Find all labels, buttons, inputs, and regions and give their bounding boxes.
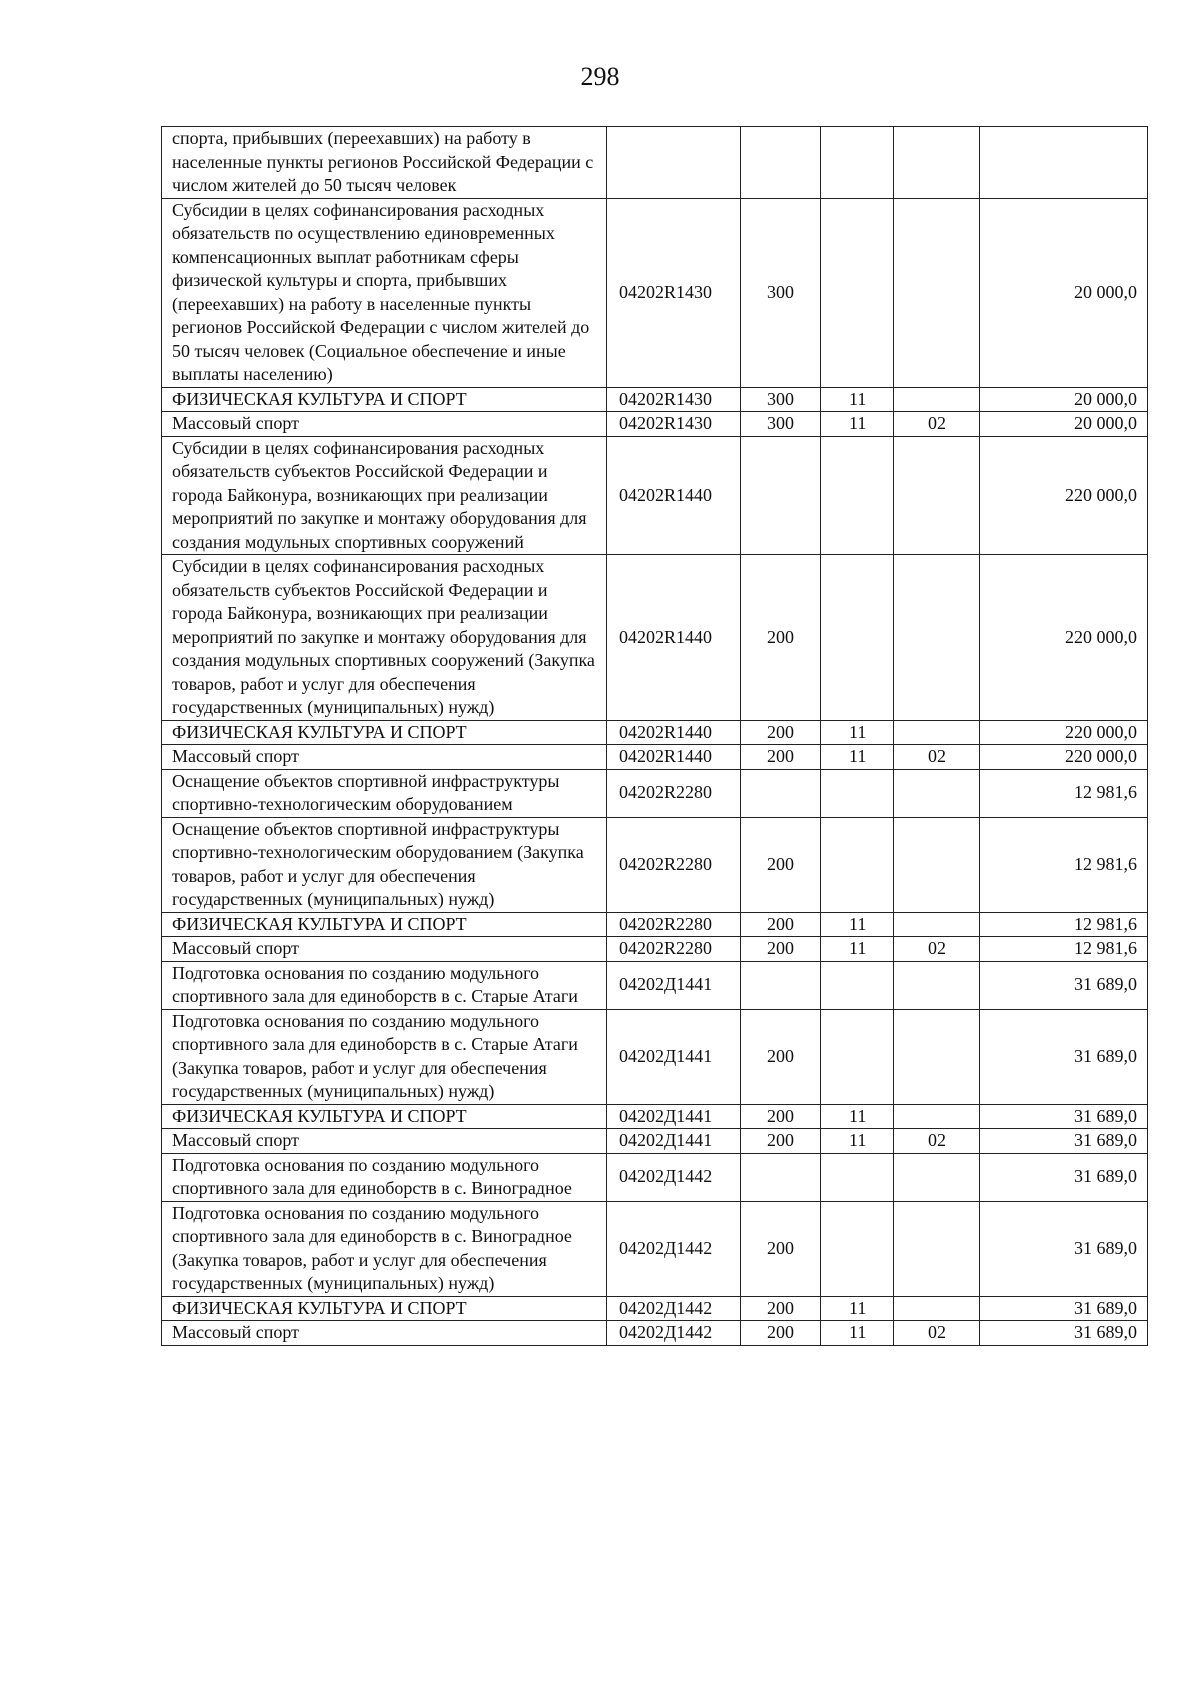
row-subsection-cell (894, 387, 980, 412)
table-row (162, 127, 1148, 199)
row-subsection-cell: 02 (894, 412, 980, 437)
row-code-cell: 04202Д1441 (607, 961, 741, 1009)
row-subsection-cell (894, 1153, 980, 1201)
row-amount-cell: 220 000,0 (980, 745, 1148, 770)
row-amount-cell: 220 000,0 (980, 555, 1148, 721)
row-type-cell: 200 (741, 1104, 821, 1129)
row-name-cell: спорта, прибывших (переехавших) на работу в населенные пункты регионов Российской Федерации с числом жителей до 50 тысяч человек (162, 127, 607, 199)
row-section-cell: 11 (821, 1129, 894, 1154)
row-name-cell: Массовый спорт (162, 937, 607, 962)
row-subsection-cell (894, 1296, 980, 1321)
row-code-cell: 04202R1430 (607, 412, 741, 437)
row-section-cell (821, 436, 894, 555)
table-row (162, 769, 1148, 817)
table-row (162, 436, 1148, 555)
row-amount-cell: 12 981,6 (980, 937, 1148, 962)
row-amount-cell: 31 689,0 (980, 1201, 1148, 1296)
table-row (162, 412, 1148, 437)
table-row (162, 555, 1148, 721)
row-subsection-cell: 02 (894, 1129, 980, 1154)
row-subsection-cell (894, 198, 980, 387)
row-amount-cell: 31 689,0 (980, 1129, 1148, 1154)
table-row (162, 912, 1148, 937)
table-row (162, 937, 1148, 962)
row-code-cell: 04202R1440 (607, 745, 741, 770)
row-type-cell: 200 (741, 1129, 821, 1154)
row-amount-cell: 220 000,0 (980, 436, 1148, 555)
row-code-cell: 04202Д1441 (607, 1009, 741, 1104)
row-amount-cell: 20 000,0 (980, 198, 1148, 387)
row-name-cell: ФИЗИЧЕСКАЯ КУЛЬТУРА И СПОРТ (162, 387, 607, 412)
row-name-cell: Подготовка основания по созданию модульного спортивного зала для единоборств в с. Старые Атаги (Закупка товаров, работ и услуг для обеспечения государственных (муниципальных) нужд) (162, 1009, 607, 1104)
table-row (162, 961, 1148, 1009)
row-amount-cell: 20 000,0 (980, 387, 1148, 412)
row-subsection-cell (894, 912, 980, 937)
row-code-cell: 04202R1440 (607, 555, 741, 721)
row-type-cell (741, 961, 821, 1009)
row-type-cell: 200 (741, 1009, 821, 1104)
row-name-cell: Подготовка основания по созданию модульного спортивного зала для единоборств в с. Виноградное (162, 1153, 607, 1201)
row-name-cell: Субсидии в целях софинансирования расходных обязательств субъектов Российской Федерации и города Байконура, возникающих при реализации мероприятий по закупке и монтажу оборудования для создания модульных спортивных сооружений (162, 436, 607, 555)
row-subsection-cell (894, 1201, 980, 1296)
row-code-cell: 04202R1440 (607, 436, 741, 555)
row-name-cell: Подготовка основания по созданию модульного спортивного зала для единоборств в с. Старые Атаги (162, 961, 607, 1009)
row-type-cell: 200 (741, 720, 821, 745)
row-name-cell: Массовый спорт (162, 412, 607, 437)
row-name-cell: Оснащение объектов спортивной инфраструктуры спортивно-технологическим оборудованием (162, 769, 607, 817)
row-code-cell: 04202Д1442 (607, 1321, 741, 1346)
row-amount-cell: 12 981,6 (980, 817, 1148, 912)
row-section-cell: 11 (821, 1104, 894, 1129)
row-section-cell (821, 127, 894, 199)
table-row (162, 387, 1148, 412)
row-amount-cell: 12 981,6 (980, 912, 1148, 937)
row-subsection-cell: 02 (894, 745, 980, 770)
row-name-cell: Массовый спорт (162, 1129, 607, 1154)
row-type-cell: 300 (741, 412, 821, 437)
budget-table (161, 126, 1148, 1346)
row-type-cell: 200 (741, 555, 821, 721)
row-code-cell: 04202R1430 (607, 387, 741, 412)
row-type-cell: 200 (741, 745, 821, 770)
row-subsection-cell (894, 127, 980, 199)
row-type-cell (741, 436, 821, 555)
table-row (162, 817, 1148, 912)
table-row (162, 1104, 1148, 1129)
row-amount-cell: 31 689,0 (980, 1321, 1148, 1346)
row-name-cell: ФИЗИЧЕСКАЯ КУЛЬТУРА И СПОРТ (162, 1296, 607, 1321)
row-type-cell (741, 769, 821, 817)
row-type-cell: 300 (741, 198, 821, 387)
row-subsection-cell (894, 555, 980, 721)
row-amount-cell: 31 689,0 (980, 1153, 1148, 1201)
row-amount-cell: 12 981,6 (980, 769, 1148, 817)
table-row (162, 745, 1148, 770)
row-type-cell: 200 (741, 1201, 821, 1296)
table-row (162, 1129, 1148, 1154)
row-section-cell: 11 (821, 720, 894, 745)
row-type-cell: 200 (741, 937, 821, 962)
row-name-cell: Субсидии в целях софинансирования расходных обязательств по осуществлению единовременных компенсационных выплат работникам сферы физической культуры и спорта, прибывших (переехавших) на работу в населенные пункты регионов Российской Федерации с числом жителей до 50 тысяч человек (Социальное обеспечение и иные выплаты населению) (162, 198, 607, 387)
row-name-cell: ФИЗИЧЕСКАЯ КУЛЬТУРА И СПОРТ (162, 912, 607, 937)
row-type-cell: 200 (741, 912, 821, 937)
row-subsection-cell (894, 817, 980, 912)
row-name-cell: Оснащение объектов спортивной инфраструктуры спортивно-технологическим оборудованием (Закупка товаров, работ и услуг для обеспечения государственных (муниципальных) нужд) (162, 817, 607, 912)
row-name-cell: Субсидии в целях софинансирования расходных обязательств субъектов Российской Федерации и города Байконура, возникающих при реализации мероприятий по закупке и монтажу оборудования для создания модульных спортивных сооружений (Закупка товаров, работ и услуг для обеспечения государственных (муниципальных) нужд) (162, 555, 607, 721)
row-code-cell: 04202Д1442 (607, 1153, 741, 1201)
row-section-cell: 11 (821, 912, 894, 937)
row-code-cell (607, 127, 741, 199)
row-section-cell: 11 (821, 387, 894, 412)
row-subsection-cell (894, 720, 980, 745)
row-code-cell: 04202R1430 (607, 198, 741, 387)
row-code-cell: 04202Д1442 (607, 1201, 741, 1296)
row-name-cell: Подготовка основания по созданию модульного спортивного зала для единоборств в с. Виноградное (Закупка товаров, работ и услуг для обеспечения государственных (муниципальных) нужд) (162, 1201, 607, 1296)
row-name-cell: Массовый спорт (162, 745, 607, 770)
row-section-cell (821, 198, 894, 387)
row-subsection-cell: 02 (894, 937, 980, 962)
table-row (162, 198, 1148, 387)
row-amount-cell: 31 689,0 (980, 1296, 1148, 1321)
row-code-cell: 04202Д1442 (607, 1296, 741, 1321)
row-section-cell: 11 (821, 937, 894, 962)
row-name-cell: ФИЗИЧЕСКАЯ КУЛЬТУРА И СПОРТ (162, 1104, 607, 1129)
row-type-cell: 200 (741, 1321, 821, 1346)
row-amount-cell: 20 000,0 (980, 412, 1148, 437)
row-code-cell: 04202R2280 (607, 817, 741, 912)
table-row (162, 1153, 1148, 1201)
row-section-cell (821, 1153, 894, 1201)
table-body (162, 127, 1148, 1346)
row-code-cell: 04202R1440 (607, 720, 741, 745)
row-amount-cell (980, 127, 1148, 199)
row-code-cell: 04202Д1441 (607, 1104, 741, 1129)
row-code-cell: 04202R2280 (607, 937, 741, 962)
row-subsection-cell (894, 1009, 980, 1104)
row-section-cell (821, 1201, 894, 1296)
row-section-cell (821, 769, 894, 817)
page-number: 298 (580, 62, 620, 91)
row-amount-cell: 31 689,0 (980, 1009, 1148, 1104)
row-section-cell (821, 961, 894, 1009)
row-amount-cell: 31 689,0 (980, 961, 1148, 1009)
row-amount-cell: 31 689,0 (980, 1104, 1148, 1129)
table-row (162, 720, 1148, 745)
row-name-cell: Массовый спорт (162, 1321, 607, 1346)
row-section-cell: 11 (821, 1296, 894, 1321)
table-row (162, 1201, 1148, 1296)
row-subsection-cell (894, 961, 980, 1009)
row-section-cell: 11 (821, 745, 894, 770)
row-name-cell: ФИЗИЧЕСКАЯ КУЛЬТУРА И СПОРТ (162, 720, 607, 745)
row-section-cell (821, 817, 894, 912)
table-row (162, 1321, 1148, 1346)
row-code-cell: 04202R2280 (607, 769, 741, 817)
row-subsection-cell: 02 (894, 1321, 980, 1346)
row-type-cell: 200 (741, 817, 821, 912)
row-type-cell (741, 1153, 821, 1201)
row-section-cell (821, 555, 894, 721)
row-type-cell: 300 (741, 387, 821, 412)
table-row (162, 1296, 1148, 1321)
row-code-cell: 04202Д1441 (607, 1129, 741, 1154)
row-section-cell: 11 (821, 412, 894, 437)
row-amount-cell: 220 000,0 (980, 720, 1148, 745)
row-type-cell (741, 127, 821, 199)
row-section-cell (821, 1009, 894, 1104)
row-section-cell: 11 (821, 1321, 894, 1346)
row-code-cell: 04202R2280 (607, 912, 741, 937)
table-row (162, 1009, 1148, 1104)
row-subsection-cell (894, 769, 980, 817)
row-subsection-cell (894, 1104, 980, 1129)
row-subsection-cell (894, 436, 980, 555)
row-type-cell: 200 (741, 1296, 821, 1321)
